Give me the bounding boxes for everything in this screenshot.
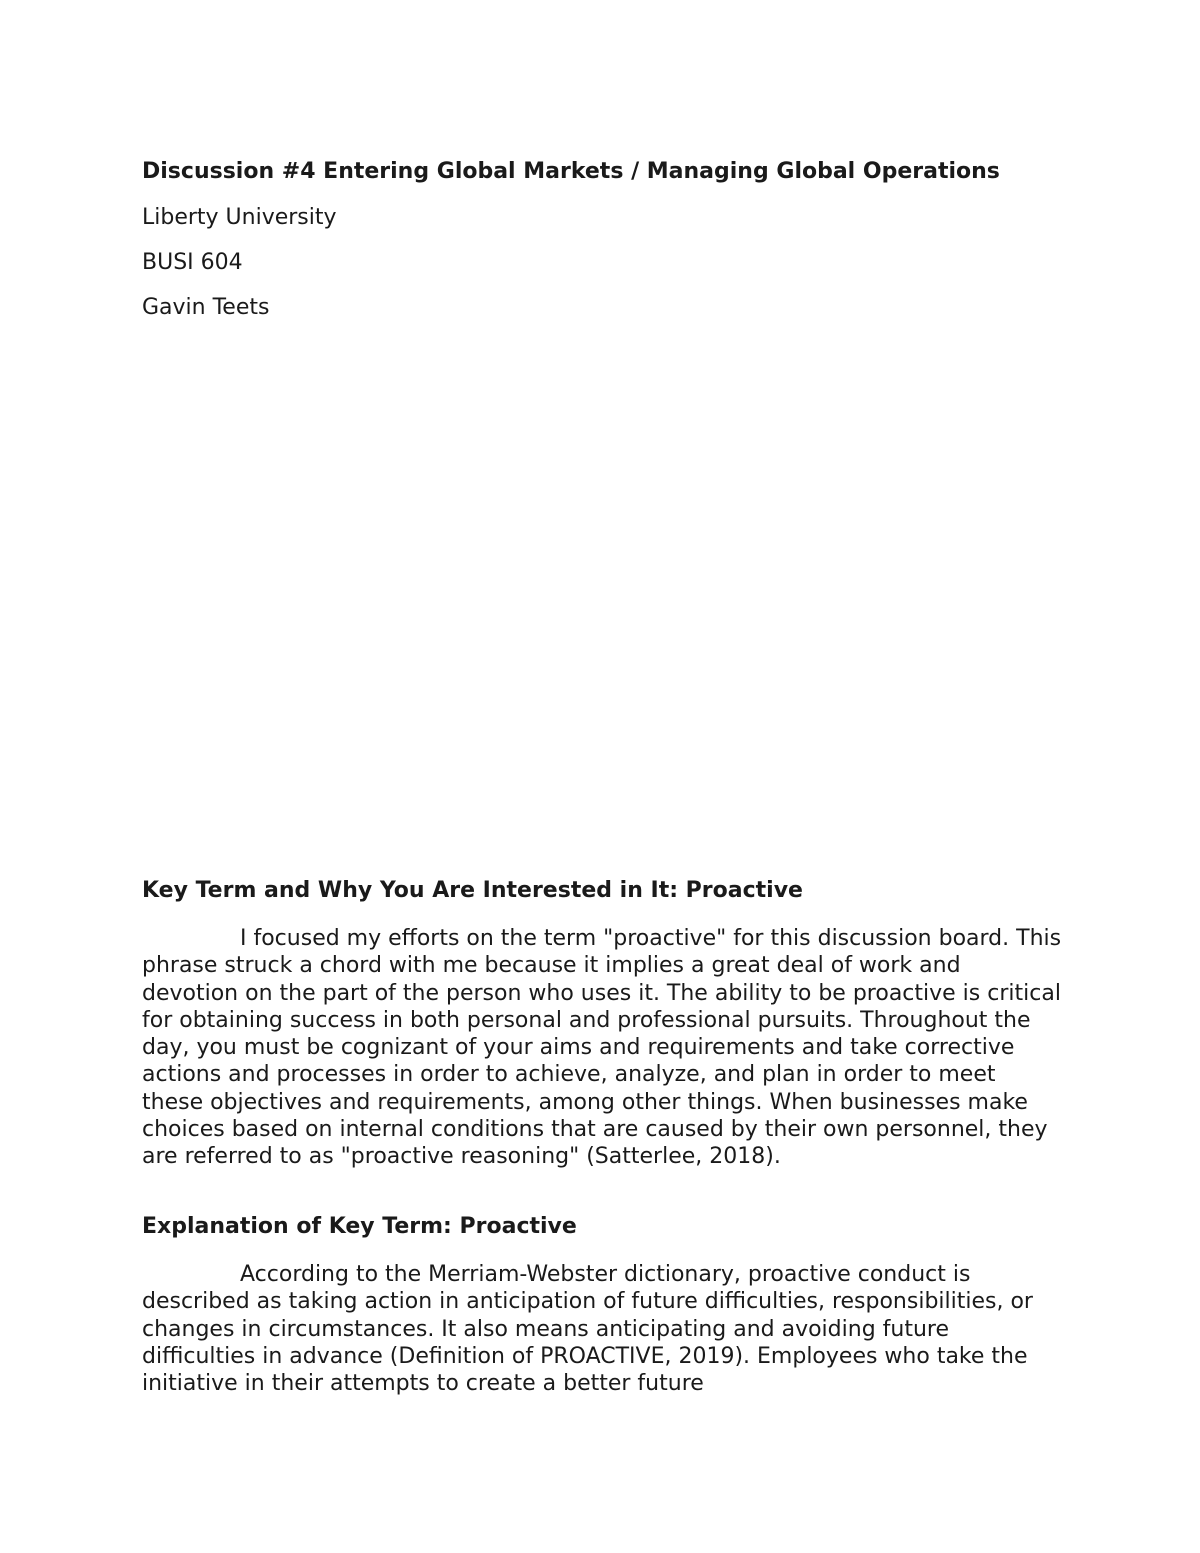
document-title: Discussion #4 Entering Global Markets / Managing Global Operations (142, 159, 1000, 184)
section-heading-key-term: Key Term and Why You Are Interested in It: Proactive (142, 878, 803, 903)
section-heading-explanation: Explanation of Key Term: Proactive (142, 1214, 577, 1239)
section-body-explanation: According to the Merriam-Webster dictionary, proactive conduct is described as taking action in anticipation of future difficulties, responsibilities, or changes in circumstances. It also means anticipating and avoiding future difficulties in advance (Definition of PROACTIVE, 2019). Employees who take the initiative in their attempts to create a better future (142, 1262, 1033, 1397)
section-body-key-term: I focused my efforts on the term "proactive" for this discussion board. This phrase struck a chord with me because it implies a great deal of work and devotion on the part of the person who uses it. The ability to be proactive is critical for obtaining success in both personal and professional pursuits. Throughout the day, you must be cognizant of your aims and requirements and take corrective actions and processes in order to achieve, analyze, and plan in order to meet these objectives and requirements, among other things. When businesses make choices based on internal conditions that are caused by their own personnel, they are referred to as "proactive reasoning" (Satterlee, 2018). (142, 926, 1062, 1170)
course-code: BUSI 604 (142, 250, 243, 275)
institution-name: Liberty University (142, 205, 337, 230)
author-name: Gavin Teets (142, 295, 270, 320)
